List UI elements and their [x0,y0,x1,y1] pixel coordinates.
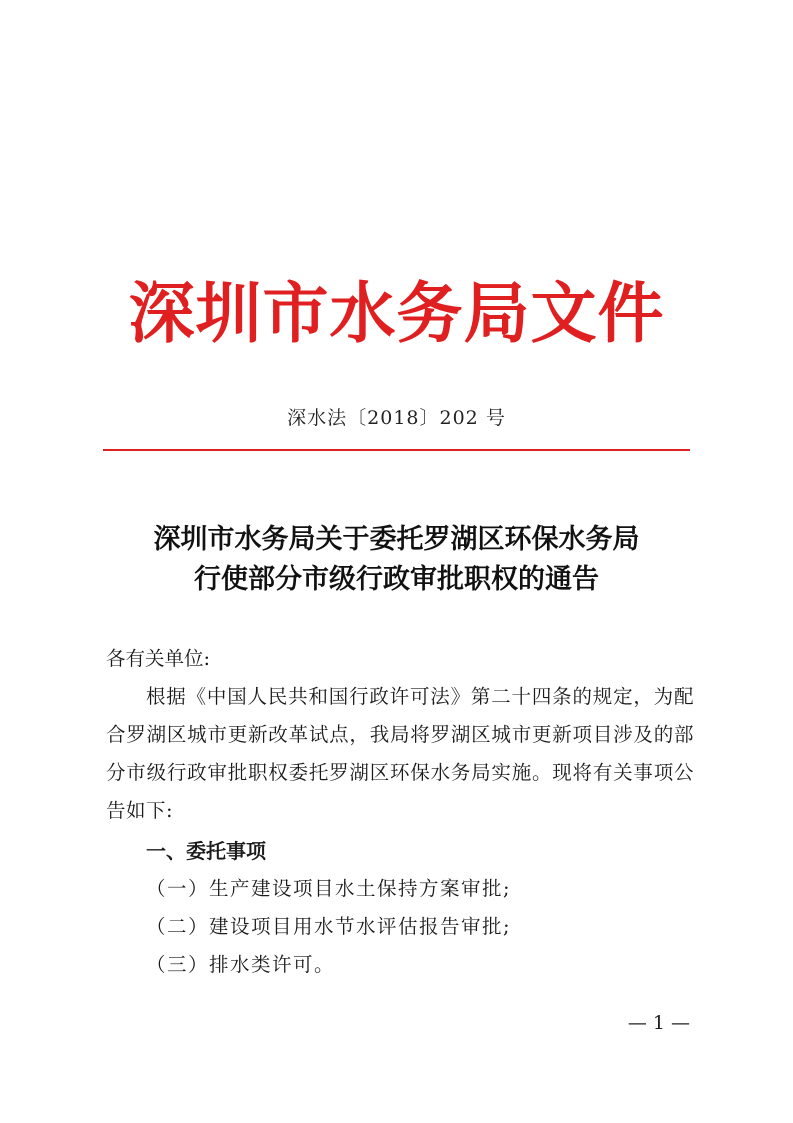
page-number: — 1 — [627,1012,690,1034]
document-title-line-1: 深圳市水务局关于委托罗湖区环保水务局 [153,524,640,555]
document-title [0,520,793,600]
document-body [106,640,694,984]
document-number: 深水法〔2018〕202 号 [287,407,506,429]
document-title-line-2: 行使部分市级行政审批职权的通告 [194,564,599,595]
list-item: （二）建设项目用水节水评估报告审批; [146,915,512,938]
section-heading: 一、委托事项 [146,839,266,863]
masthead-title: 深圳市水务局文件 [128,274,665,352]
red-divider-line [103,449,690,451]
list-item: （一）生产建设项目水土保持方案审批; [146,877,512,900]
intro-paragraph: 根据《中国人民共和国行政许可法》第二十四条的规定，为配合罗湖区城市更新改革试点，我局将罗湖区城市更新项目涉及的部分市级行政审批职权委托罗湖区环保水务局实施。现将有关事项公告如下: [106,685,694,822]
list-item: （三）排水类许可。 [146,953,336,976]
salutation: 各有关单位: [106,647,211,670]
